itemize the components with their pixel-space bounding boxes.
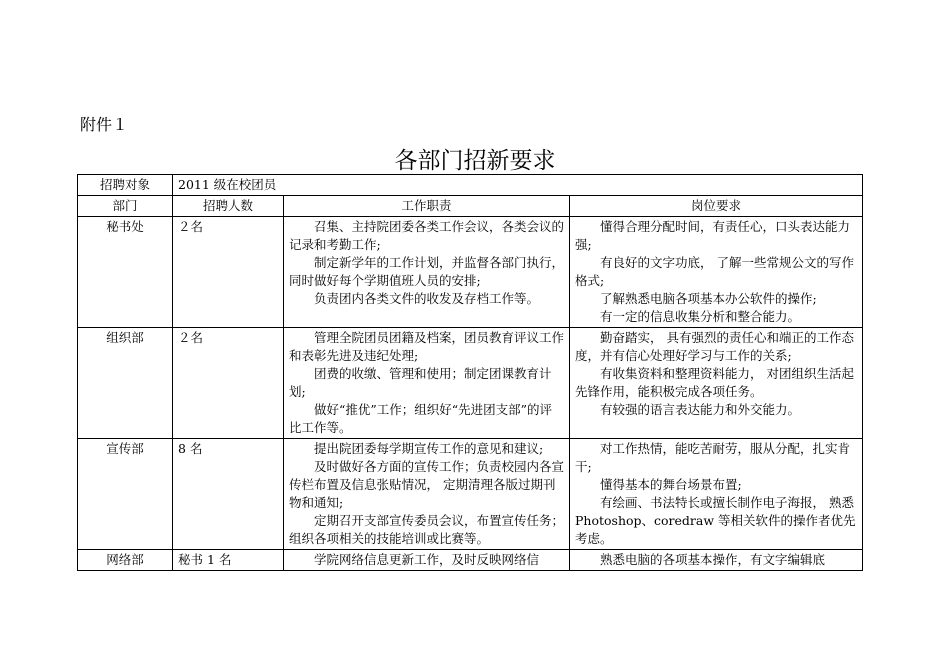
req-item: 熟悉电脑的各项基本操作，有文字编辑底 <box>600 552 826 567</box>
header-row <box>78 196 863 217</box>
req-item: 有较强的语言表达能力和外交能力。 <box>600 402 801 417</box>
count-cell: 秘书 1 名 <box>173 550 284 571</box>
dept-cell: 网络部 <box>78 550 173 571</box>
reqs-cell <box>570 328 863 439</box>
req-item: 懂得合理分配时间，有责任心，口头表达能力强; <box>575 219 851 252</box>
recruitment-table <box>77 174 863 571</box>
duty-item: 学院网络信息更新工作，及时反映网络信 <box>314 552 540 567</box>
header-reqs: 岗位要求 <box>570 196 863 217</box>
req-item: 有良好的文字功底， 了解一些常规公文的写作格式; <box>575 255 854 288</box>
duty-item: 制定新学年的工作计划，并监督各部门执行，同时做好每个学期值班人员的安排; <box>289 255 565 288</box>
header-duties: 工作职责 <box>284 196 570 217</box>
duty-item: 做好“推优”工作；组织好“先进团支部”的评比工作等。 <box>289 402 553 435</box>
reqs-cell <box>570 439 863 550</box>
req-item: 了解熟悉电脑各项基本办公软件的操作; <box>600 291 817 306</box>
count-cell: 8 名 <box>173 439 284 550</box>
req-item: 有绘画、书法特长或擅长制作电子海报， 熟悉 Photoshop、coredraw 等相关软件的操作者优先考虑。 <box>575 495 856 546</box>
attachment-label: 附件１ <box>80 115 129 134</box>
reqs-cell <box>570 550 863 571</box>
target-row <box>78 175 863 196</box>
duty-item: 召集、主持院团委各类工作会议，各类会议的记录和考勤工作; <box>289 219 565 252</box>
table-row <box>78 328 863 439</box>
duties-cell <box>284 550 570 571</box>
dept-cell: 宣传部 <box>78 439 173 550</box>
target-label: 招聘对象 <box>78 175 173 196</box>
target-value: 2011 级在校团员 <box>173 175 863 196</box>
req-item: 有一定的信息收集分析和整合能力。 <box>600 309 801 324</box>
duties-cell <box>284 439 570 550</box>
count-cell: ２名 <box>173 217 284 328</box>
dept-cell: 组织部 <box>78 328 173 439</box>
duties-cell <box>284 328 570 439</box>
table-row <box>78 550 863 571</box>
duty-item: 团费的收缴、管理和使用；制定团课教育计划; <box>289 366 552 399</box>
duties-cell <box>284 217 570 328</box>
duty-item: 定期召开支部宣传委员会议，布置宣传任务；组织各项相关的技能培训或比赛等。 <box>289 513 565 546</box>
header-dept: 部门 <box>78 196 173 217</box>
table-row <box>78 439 863 550</box>
reqs-cell <box>570 217 863 328</box>
page-title: 各部门招新要求 <box>394 148 556 174</box>
duty-item: 及时做好各方面的宣传工作；负责校园内各宣传栏布置及信息张贴情况， 定期清理各版过期刊物和通知; <box>289 459 565 510</box>
count-cell: ２名 <box>173 328 284 439</box>
duty-item: 负责团内各类文件的收发及存档工作等。 <box>314 291 540 306</box>
req-item: 懂得基本的舞台场景布置; <box>600 477 742 492</box>
dept-cell: 秘书处 <box>78 217 173 328</box>
header-count: 招聘人数 <box>173 196 284 217</box>
req-item: 勤奋踏实， 具有强烈的责任心和端正的工作态度，并有信心处理好学习与工作的关系; <box>575 330 854 363</box>
table-row <box>78 217 863 328</box>
req-item: 对工作热情，能吃苦耐劳，服从分配，扎实肯干; <box>575 441 851 474</box>
duty-item: 提出院团委每学期宣传工作的意见和建议; <box>314 441 544 456</box>
duty-item: 管理全院团员团籍及档案，团员教育评议工作和表彰先进及违纪处理; <box>289 330 565 363</box>
req-item: 有收集资料和整理资料能力， 对团组织生活起先锋作用，能积极完成各项任务。 <box>575 366 854 399</box>
